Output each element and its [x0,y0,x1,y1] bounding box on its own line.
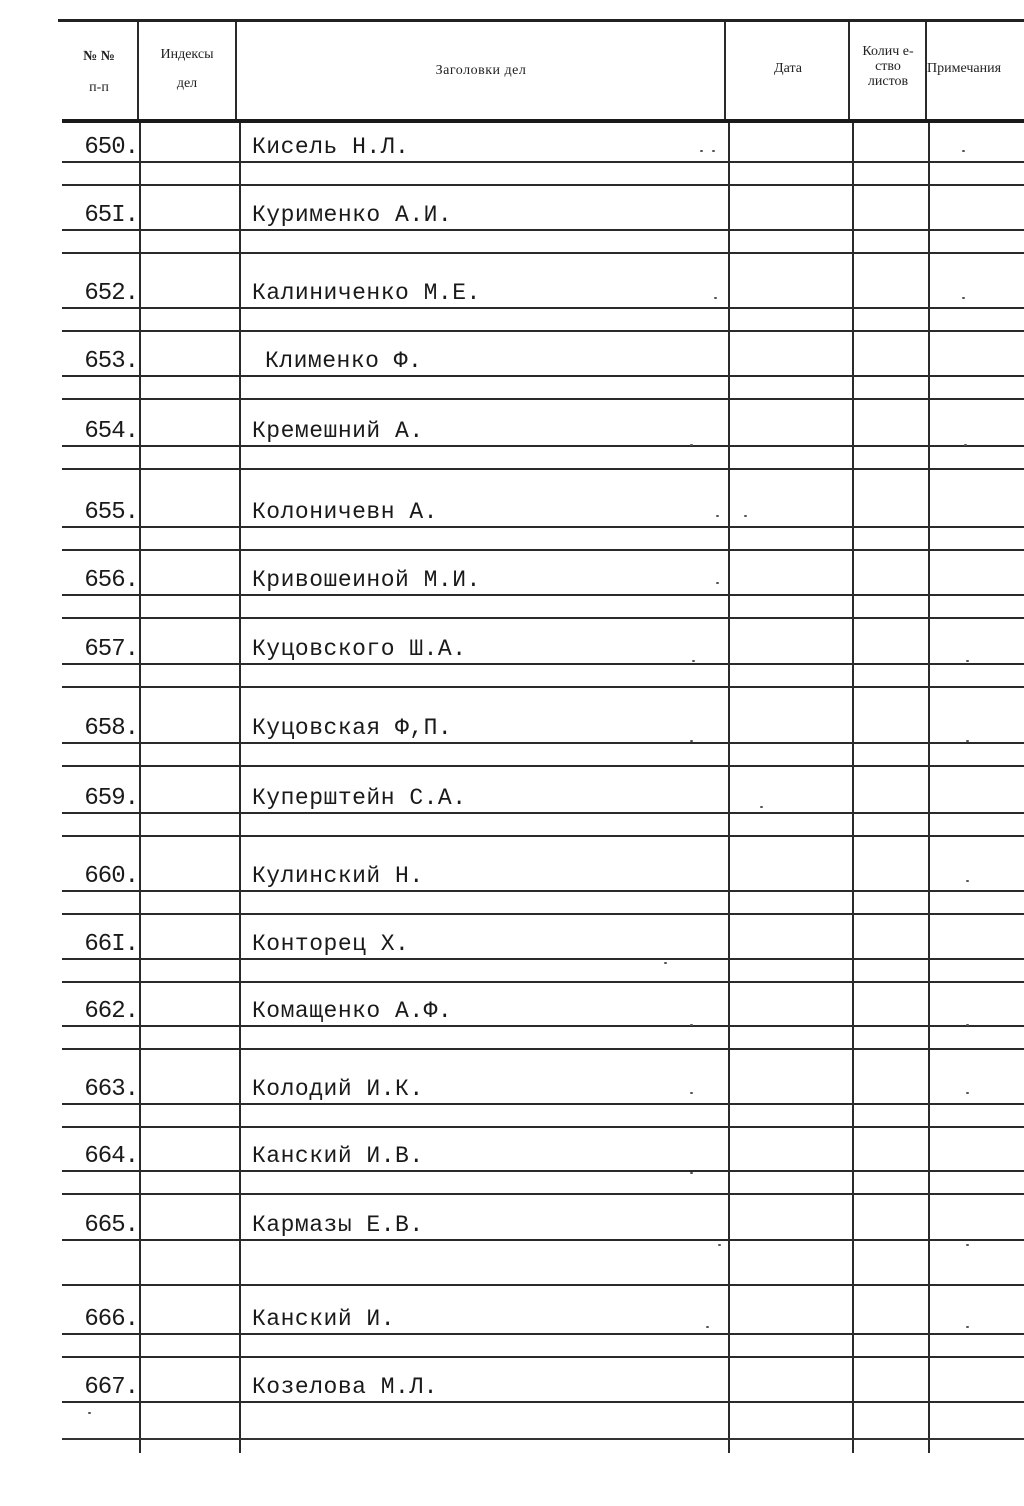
scan-speck [966,1092,969,1094]
row-title: Конторец Х. [252,931,410,957]
header-count-line1: Колич е- [862,44,914,59]
row-rule [62,1193,1024,1195]
row-number: 655. [84,499,138,526]
row-number: 662. [84,998,138,1025]
row-rule [62,981,1024,983]
row-number: 659. [84,785,138,812]
row-rule [62,398,1024,400]
header-notes-label: Примечания [927,61,1002,76]
row-rule [62,617,1024,619]
row-rule [62,913,1024,915]
header-index-line1: Индексы [160,47,214,62]
row-rule [62,686,1024,688]
scan-speck [966,1024,969,1026]
scan-speck [690,444,693,446]
row-rule [62,161,1024,163]
row-rule [62,890,1024,892]
scan-speck [692,660,695,662]
scan-speck [966,1326,969,1328]
row-number: 653. [84,348,138,375]
column-divider [139,123,141,1453]
row-title: Колоничевн А. [252,499,438,525]
row-number: 665. [84,1212,138,1239]
row-title: Колодий И.К. [252,1076,424,1102]
row-rule [62,468,1024,470]
row-number: 654. [84,418,138,445]
scan-speck [716,515,719,517]
scan-speck [962,297,965,299]
row-rule [62,663,1024,665]
row-title: Курименко А.И. [252,202,453,228]
row-rule [62,765,1024,767]
row-title: Клименко Ф. [265,348,423,374]
header-count-line2: ство [875,59,901,74]
row-rule [62,812,1024,814]
scan-speck [664,962,667,964]
row-number: 650. [84,134,138,161]
column-divider [848,22,850,119]
scan-speck [714,297,717,299]
row-number: 660. [84,863,138,890]
row-rule [62,252,1024,254]
row-rule [62,742,1024,744]
row-number: 65I. [84,202,138,229]
scan-speck [700,150,703,152]
scan-speck [690,1092,693,1094]
header-date-label: Дата [774,61,802,76]
row-rule [62,229,1024,231]
header-notes [927,22,1024,118]
row-rule [62,1356,1024,1358]
header-number-line2: п-п [89,80,109,95]
scan-speck [966,880,969,882]
header-index-line2: дел [176,76,198,91]
row-rule [62,1126,1024,1128]
scan-speck [760,806,763,808]
scan-speck [964,444,967,446]
row-rule [62,835,1024,837]
row-title: Кармазы Е.В. [252,1212,424,1238]
header-number-line1: № № [83,49,115,64]
row-number: 666. [84,1306,138,1333]
header-number [62,22,136,118]
scan-speck [744,515,747,517]
row-title: Канский И.В. [252,1143,424,1169]
row-title: Куцовского Ш.А. [252,636,467,662]
row-rule [62,307,1024,309]
row-number: 664. [84,1143,138,1170]
column-divider [239,123,241,1453]
scan-speck [966,1244,969,1246]
row-rule [62,330,1024,332]
row-rule [62,1333,1024,1335]
scan-speck [690,1024,693,1026]
row-number: 658. [84,715,138,742]
scan-speck [88,1412,91,1414]
header-date [728,22,848,118]
column-divider [235,22,237,119]
scan-speck [966,740,969,742]
column-divider [928,123,930,1453]
row-title: Кулинский Н. [252,863,424,889]
scan-speck [716,582,719,584]
column-divider [925,22,927,119]
row-rule [62,958,1024,960]
column-divider [852,123,854,1453]
header-divider [62,119,1024,123]
header-title [238,22,724,118]
row-rule [62,1239,1024,1241]
scan-speck [962,150,965,152]
row-title: Кремешний А. [252,418,424,444]
row-number: 663. [84,1076,138,1103]
row-title: Калиниченко М.Е. [252,280,481,306]
column-divider [728,123,730,1453]
row-title: Комащенко А.Ф. [252,998,453,1024]
row-number: 652. [84,280,138,307]
row-number: 657. [84,636,138,663]
row-number: 66I. [84,931,138,958]
row-title: Козелова М.Л. [252,1374,438,1400]
row-rule [62,184,1024,186]
header-sheet-count [851,22,925,118]
row-rule [62,1103,1024,1105]
scan-speck [718,1244,721,1246]
row-rule [62,1025,1024,1027]
column-divider [137,22,139,119]
scan-speck [706,1326,709,1328]
row-rule [62,1284,1024,1286]
row-number: 667. [84,1374,138,1401]
row-title: Канский И. [252,1306,396,1332]
header-title-label: Заголовки дел [435,63,527,78]
column-divider [724,22,726,119]
scan-speck [690,740,693,742]
row-title: Кривошеиной М.И. [252,567,481,593]
scan-speck [690,1172,693,1174]
header-index [140,22,234,118]
row-rule [62,1401,1024,1403]
row-rule [62,526,1024,528]
row-rule [62,375,1024,377]
row-rule [62,594,1024,596]
row-rule [62,1048,1024,1050]
row-title: Куцовская Ф,П. [252,715,453,741]
row-title: Куперштейн С.А. [252,785,467,811]
row-rule [62,549,1024,551]
header-count-line3: листов [867,74,909,89]
row-rule [62,445,1024,447]
scan-speck [712,150,715,152]
scan-speck [966,660,969,662]
row-title: Кисель Н.Л. [252,134,410,160]
row-number: 656. [84,567,138,594]
row-rule [62,1170,1024,1172]
bottom-border [62,1438,1024,1440]
